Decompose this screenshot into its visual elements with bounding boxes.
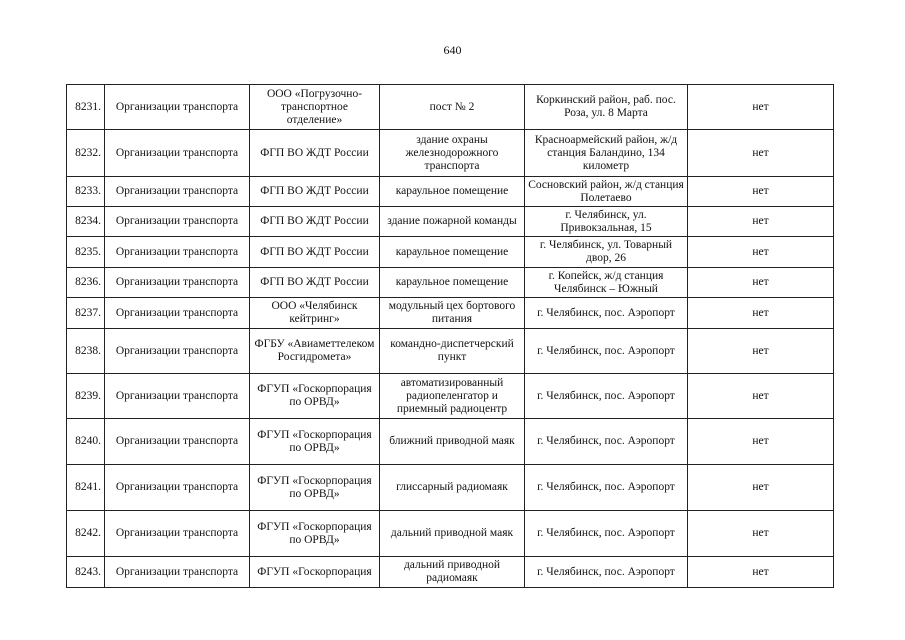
- cell-org: ФГБУ «Авиаметтелеком Росгидромета»: [250, 329, 380, 374]
- table-row: [67, 374, 834, 419]
- table-row: [67, 465, 834, 511]
- cell-address: г. Челябинск, пос. Аэропорт: [525, 298, 688, 329]
- cell-object: караульное помещение: [380, 177, 525, 207]
- cell-category: Организации транспорта: [105, 237, 250, 268]
- cell-flag: нет: [688, 511, 834, 557]
- cell-address: г. Челябинск, ул. Привокзальная, 15: [525, 207, 688, 237]
- cell-num: 8233.: [67, 177, 105, 207]
- cell-object: автоматизированный радиопеленгатор и приемный радиоцентр: [380, 374, 525, 419]
- table-row: [67, 557, 834, 588]
- table-row: [67, 237, 834, 268]
- cell-object: пост № 2: [380, 85, 525, 130]
- cell-flag: нет: [688, 374, 834, 419]
- cell-address: Коркинский район, раб. пос. Роза, ул. 8 Марта: [525, 85, 688, 130]
- table-row: [67, 207, 834, 237]
- cell-flag: нет: [688, 177, 834, 207]
- cell-category: Организации транспорта: [105, 511, 250, 557]
- cell-flag: нет: [688, 298, 834, 329]
- cell-address: Красноармейский район, ж/д станция Баландино, 134 километр: [525, 130, 688, 177]
- cell-object: модульный цех бортового питания: [380, 298, 525, 329]
- cell-num: 8235.: [67, 237, 105, 268]
- cell-category: Организации транспорта: [105, 298, 250, 329]
- cell-num: 8239.: [67, 374, 105, 419]
- cell-address: г. Копейск, ж/д станция Челябинск – Южный: [525, 268, 688, 298]
- table-row: [67, 268, 834, 298]
- cell-org: ФГП ВО ЖДТ России: [250, 268, 380, 298]
- table-row: [67, 177, 834, 207]
- cell-org: ФГУП «Госкорпорация по ОРВД»: [250, 465, 380, 511]
- cell-category: Организации транспорта: [105, 85, 250, 130]
- cell-num: 8232.: [67, 130, 105, 177]
- cell-category: Организации транспорта: [105, 207, 250, 237]
- table-row: [67, 511, 834, 557]
- cell-org: ФГУП «Госкорпорация по ОРВД»: [250, 511, 380, 557]
- cell-category: Организации транспорта: [105, 419, 250, 465]
- cell-num: 8236.: [67, 268, 105, 298]
- cell-address: г. Челябинск, пос. Аэропорт: [525, 374, 688, 419]
- cell-org: ФГП ВО ЖДТ России: [250, 130, 380, 177]
- cell-num: 8237.: [67, 298, 105, 329]
- cell-org: ФГУП «Госкорпорация по ОРВД»: [250, 419, 380, 465]
- cell-object: глиссарный радиомаяк: [380, 465, 525, 511]
- cell-address: Сосновский район, ж/д станция Полетаево: [525, 177, 688, 207]
- cell-address: г. Челябинск, пос. Аэропорт: [525, 419, 688, 465]
- cell-category: Организации транспорта: [105, 329, 250, 374]
- cell-flag: нет: [688, 419, 834, 465]
- cell-num: 8231.: [67, 85, 105, 130]
- cell-num: 8234.: [67, 207, 105, 237]
- cell-flag: нет: [688, 85, 834, 130]
- cell-object: караульное помещение: [380, 237, 525, 268]
- page-number: 640: [443, 43, 462, 57]
- cell-org: ФГУП «Госкорпорация по ОРВД»: [250, 374, 380, 419]
- table-row: [67, 329, 834, 374]
- cell-org: ООО «Погрузочно-транспортное отделение»: [250, 85, 380, 130]
- cell-object: здание пожарной команды: [380, 207, 525, 237]
- cell-flag: нет: [688, 268, 834, 298]
- registry-table: [66, 84, 834, 588]
- cell-address: г. Челябинск, ул. Товарный двор, 26: [525, 237, 688, 268]
- cell-address: г. Челябинск, пос. Аэропорт: [525, 557, 688, 588]
- cell-category: Организации транспорта: [105, 177, 250, 207]
- cell-org: ФГП ВО ЖДТ России: [250, 237, 380, 268]
- cell-num: 8241.: [67, 465, 105, 511]
- cell-object: дальний приводной радиомаяк: [380, 557, 525, 588]
- cell-category: Организации транспорта: [105, 557, 250, 588]
- table-row: [67, 130, 834, 177]
- cell-object: ближний приводной маяк: [380, 419, 525, 465]
- cell-num: 8240.: [67, 419, 105, 465]
- cell-num: 8238.: [67, 329, 105, 374]
- cell-object: здание охраны железнодорожного транспорта: [380, 130, 525, 177]
- cell-flag: нет: [688, 329, 834, 374]
- cell-org: ФГП ВО ЖДТ России: [250, 207, 380, 237]
- cell-category: Организации транспорта: [105, 268, 250, 298]
- cell-category: Организации транспорта: [105, 130, 250, 177]
- cell-address: г. Челябинск, пос. Аэропорт: [525, 329, 688, 374]
- cell-flag: нет: [688, 557, 834, 588]
- cell-category: Организации транспорта: [105, 374, 250, 419]
- cell-object: командно-диспетчерский пункт: [380, 329, 525, 374]
- cell-org: ФГУП «Госкорпорация: [250, 557, 380, 588]
- cell-org: ФГП ВО ЖДТ России: [250, 177, 380, 207]
- table-row: [67, 85, 834, 130]
- cell-num: 8242.: [67, 511, 105, 557]
- cell-flag: нет: [688, 207, 834, 237]
- cell-org: ООО «Челябинск кейтринг»: [250, 298, 380, 329]
- cell-address: г. Челябинск, пос. Аэропорт: [525, 465, 688, 511]
- cell-flag: нет: [688, 465, 834, 511]
- table-row: [67, 298, 834, 329]
- cell-flag: нет: [688, 237, 834, 268]
- cell-flag: нет: [688, 130, 834, 177]
- cell-object: дальний приводной маяк: [380, 511, 525, 557]
- cell-num: 8243.: [67, 557, 105, 588]
- cell-category: Организации транспорта: [105, 465, 250, 511]
- cell-address: г. Челябинск, пос. Аэропорт: [525, 511, 688, 557]
- registry-table-body: [67, 85, 834, 588]
- table-row: [67, 419, 834, 465]
- cell-object: караульное помещение: [380, 268, 525, 298]
